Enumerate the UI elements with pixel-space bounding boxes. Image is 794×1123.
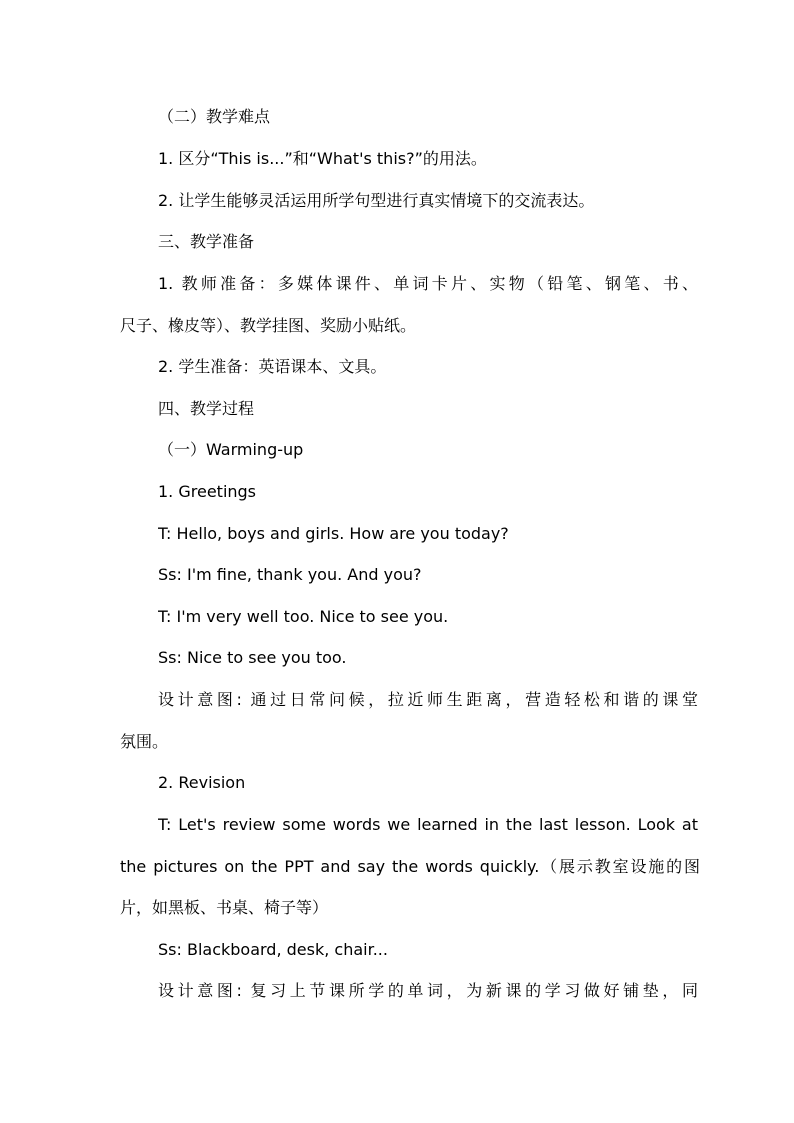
section-heading-teaching-process: 四、教学过程 [158,399,255,418]
paragraph-line: 2. 学生准备：英语课本、文具。 [158,357,387,376]
section-heading-teaching-difficulties: （二）教学难点 [158,107,271,126]
design-intent-line: 设计意图: 通过日常问候，拉近师生距离，营造轻松和谐的课堂 [158,690,698,709]
dialogue-line: Ss: I'm fine, thank you. And you? [158,565,422,584]
step-heading-revision: 2. Revision [158,773,246,792]
design-intent-line: 氛围。 [120,732,169,751]
dialogue-line: T: Hello, boys and girls. How are you today? [158,524,509,543]
design-intent-line: 设计意图: 复习上节课所学的单词，为新课的学习做好铺垫，同 [158,981,698,1000]
dialogue-line: 片，如黑板、书桌、椅子等） [120,898,329,917]
dialogue-line: T: I'm very well too. Nice to see you. [158,607,449,626]
paragraph-line: 1. 教师准备：多媒体课件、单词卡片、实物（铅笔、钢笔、书、 [158,274,698,293]
step-heading-greetings: 1. Greetings [158,482,257,501]
dialogue-line: Ss: Blackboard, desk, chair... [158,940,388,959]
paragraph-line: 1. 区分“This is...”和“What's this?”的用法。 [158,149,487,168]
paragraph-line: 尺子、橡皮等）、教学挂图、奖励小贴纸。 [120,316,417,335]
dialogue-line: the pictures on the PPT and say the words quickly.（展示教室设施的图 [120,857,700,876]
section-heading-teaching-preparation: 三、教学准备 [158,232,255,251]
paragraph-line: 2. 让学生能够灵活运用所学句型进行真实情境下的交流表达。 [158,191,595,210]
dialogue-line: Ss: Nice to see you too. [158,648,347,667]
dialogue-line: T: Let's review some words we learned in the last lesson. Look at [158,815,698,834]
subsection-heading-warming-up: （一）Warming-up [158,440,304,459]
